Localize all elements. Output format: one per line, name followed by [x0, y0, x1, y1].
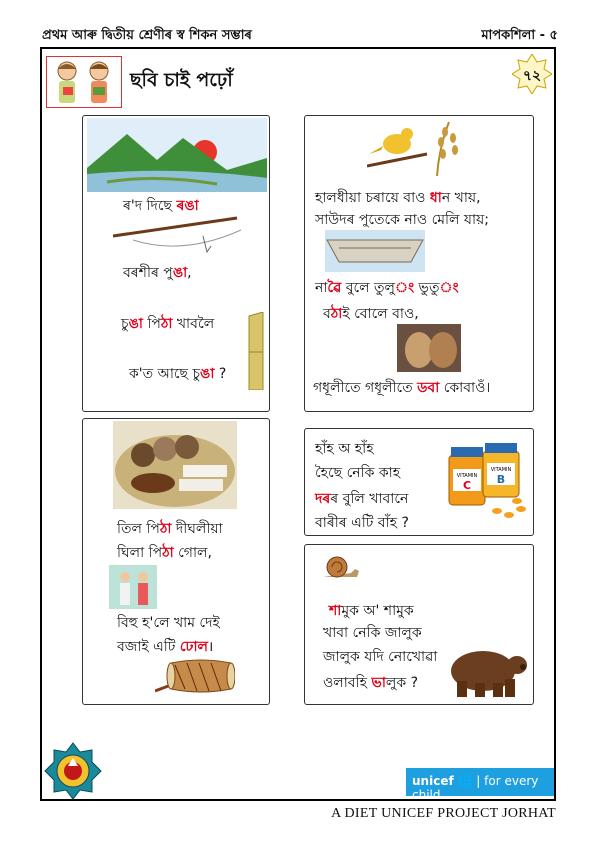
unicef-banner [406, 768, 554, 802]
unicef-tagline: | for every child [412, 774, 539, 802]
card2-line1: হালধীয়া চৰায়ে বাও ধান খায়, [315, 190, 481, 206]
card5-line3: জালুক যদি নোখোৱা [323, 649, 438, 665]
bihu-dancers-image [109, 565, 157, 613]
fishing-rod-image [113, 216, 243, 260]
diet-emblem-logo [44, 742, 102, 800]
card5-line2: খাবা নেকি জালুক [323, 625, 422, 641]
rhyme-card-3 [82, 418, 270, 705]
card2-line4: বঠাই বোলে বাও, [323, 306, 419, 322]
card2-line2: সাউদৰ পুতেকে নাও মেলি যায়; [315, 212, 490, 228]
project-footer: A DIET UNICEF PROJECT JORHAT [331, 806, 556, 821]
page-title: ছবি চাই পঢ়োঁ [130, 69, 233, 91]
dhol-drum-image [155, 657, 235, 701]
card1-line2: বৰশীৰ পুঙা, [123, 265, 192, 281]
page-number-badge [512, 54, 552, 94]
card4-line1: হাঁহ অ হাঁহ [315, 441, 374, 457]
module-label: মাপকশিলা - ৫ [481, 28, 558, 43]
rhyme-card-5 [304, 544, 534, 705]
card3-line3: বিহু হ'লে খাম দেই [117, 615, 220, 631]
series-title: প্ৰথম আৰু দ্বিতীয় শ্ৰেণীৰ স্ব শিকন সম্ভাৰ [42, 28, 252, 43]
vitamin-c-letter: C [462, 479, 472, 492]
unicef-brand: unicef [412, 774, 454, 788]
rhyme-card-4 [304, 428, 534, 536]
card4-line3: দৰৰ বুলি খাবানে [315, 491, 409, 507]
vitamin-c-label: VITAMIN [456, 473, 478, 479]
page-header [42, 24, 558, 46]
page-number: ৭২ [522, 68, 542, 84]
card4-line4: বাৰীৰ এটি বাঁহ ? [315, 515, 409, 531]
landscape-image [87, 118, 267, 196]
card2-line3: নাৱৈ বুলে তুলুং ভুতুং [315, 280, 459, 296]
card3-line4: বজাই এটি ঢোল। [117, 639, 214, 655]
card3-line2: ঘিলা পিঠা গোল, [117, 545, 212, 561]
children-reading-illustration [46, 56, 122, 108]
card2-line5: গধূলীতে গধূলীতে ডবা কোবাওঁ। [313, 380, 491, 396]
card1-line3: চুঙা পিঠা খাবলৈ [121, 316, 215, 332]
card1-line1: ৰ'দ দিছে ৰঙা [123, 198, 199, 214]
card1-line4: ক'ত আছে চুঙা ? [129, 366, 227, 382]
vitamin-b-letter: B [496, 473, 506, 486]
bird-and-paddy-image [367, 118, 467, 180]
card3-line1: তিল পিঠা দীঘলীয়া [117, 521, 223, 537]
rhyme-card-1 [82, 115, 270, 412]
boat-image [325, 230, 425, 276]
pitha-plate-image [113, 421, 237, 513]
bamboo-tube-image [245, 312, 267, 394]
card5-line4: ওলাবহি ভালুক ? [323, 675, 419, 691]
globe-icon: 🌐 [457, 774, 473, 788]
rhyme-card-2 [304, 115, 534, 412]
drum-image [397, 324, 461, 376]
card5-line1: শামুক অ' শামুক [329, 603, 414, 619]
card4-line2: হৈছে নেকি কাহ [315, 465, 401, 481]
snail-image [321, 555, 361, 583]
vitamin-bottles-image [447, 443, 529, 525]
bear-image [439, 643, 529, 703]
vitamin-b-label: VITAMIN [490, 467, 512, 473]
